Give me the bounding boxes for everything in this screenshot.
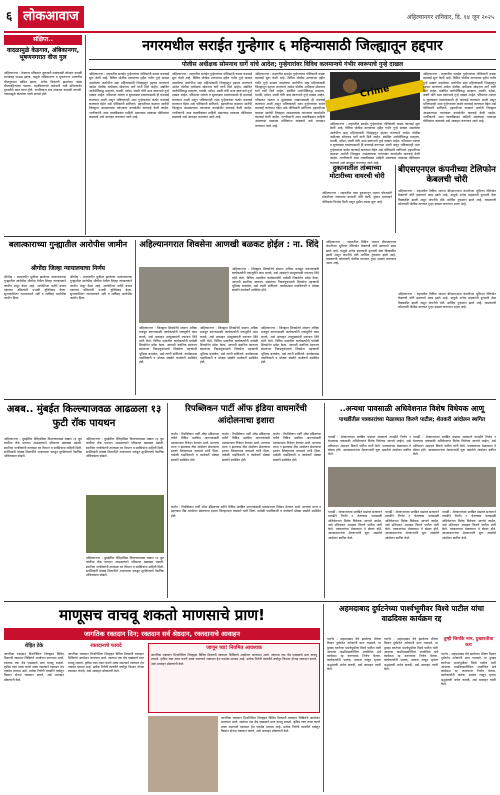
- python-photo: [86, 495, 164, 553]
- raktadan-subhead: रक्तदानाचे फायदे: [90, 643, 122, 649]
- republican-body-3: कर्जत : रिपब्लिकन पार्टी ऑफ इंडियाच्या वतीने विविध प्रलंबित मागण्यांसाठी प्रशासनाला निवेदन देण्यात आले. मागण्या मान्य न झाल्यास तीव्र आंदोलन छेडण्याचा इशारा जिल्हाध्यक्ष वाघमारे यांनी दिला. यावेळी पदाधिकारी व कार्यकर्ते मोठ्या संख्येने उपस्थित होते.: [273, 432, 321, 462]
- masthead: [4, 4, 496, 32]
- col-divider: [322, 240, 323, 396]
- mumbai-body-1: अहिल्यानगर : मुंबईतील ऐतिहासिक किल्ल्याजवळ तब्बल १३ फूट लांबीचा रॉक पायथन आढळल्याने परिसरात खळबळ उडाली. स्थानिक नागरिकांनी तात्काळ वन विभाग व सर्पमित्रांना माहिती दिली. सर्पमित्रांनी मोठ्या शिताफीने अजगराला पकडून सुरक्षितपणे नैसर्गिक अधिवासात सोडले.: [4, 437, 82, 459]
- top-story-body-1: अहिल्यानगर : शहरातील सराईत गुन्हेगारांवर पोलिसांनी कडक कारवाई सुरू केली आहे. विविध पोलीस ठाण्यांच्या हद्दीत गंभीर गुन्हे दाखल असलेल्या आरोपींना सहा महिन्यांसाठी जिल्ह्यातून हद्दपार करण्याचे आदेश पोलीस अधीक्षक सोमनाथ घार्गे यांनी दिले आहेत. संबंधित आरोपींविरुद्ध मारहाण, धमकी, दरोडा, जबरी चोरी अशा स्वरूपाचे गुन्हे दाखल आहेत. परिसरात शांतता व सुव्यवस्था राखण्यासाठी ही कारवाई करण्यात आली असून भविष्यातही अशा गुन्हेगारांवर कठोर कारवाई करण्यात येईल असे पोलिसांनी सांगितले. हद्दपारीच्या काळात आरोपी जिल्ह्यात आढळल्यास त्यांच्यावर कायदेशीर कारवाई केली जाईल. नागरिकांनी अशा व्यक्तींबाबत माहिती असल्यास तात्काळ पोलिसांना कळवावे असे आवाहन करण्यात आले आहे.: [89, 72, 169, 119]
- col-divider: [324, 403, 325, 598]
- masthead-rule: [4, 31, 496, 33]
- section-rule: [4, 601, 496, 602]
- section-rule: [4, 399, 496, 400]
- crime-badge: Crime: [359, 84, 391, 100]
- shivsena-photo: [139, 267, 229, 323]
- ahmedabad-headline: अहमदाबाद दुर्घटनेच्या पार्श्वभूमीवर विश्वे पाटील यांचा वाढदिवस कार्यक्रम रद्द: [339, 604, 484, 623]
- mumbai-headline: अबब.. मुंबईत किल्ल्याजवळ आढळला १३ फुटी रॉक पायथन: [6, 404, 162, 429]
- top-story-body-5: अहिल्यानगर : शहरातील सराईत गुन्हेगारांवर पोलिसांनी कडक कारवाई सुरू केली आहे. विविध पोलीस ठाण्यांच्या हद्दीत गंभीर गुन्हे दाखल असलेल्या आरोपींना सहा महिन्यांसाठी जिल्ह्यातून हद्दपार करण्याचे आदेश पोलीस अधीक्षक सोमनाथ घार्गे यांनी दिले आहेत. संबंधित आरोपींविरुद्ध मारहाण, धमकी, दरोडा, जबरी चोरी अशा स्वरूपाचे गुन्हे दाखल आहेत. परिसरात शांतता व सुव्यवस्था राखण्यासाठी ही कारवाई करण्यात आली असून भविष्यातही अशा गुन्हेगारांवर कठोर कारवाई करण्यात येईल असे पोलिसांनी सांगितले. हद्दपारीच्या काळात आरोपी जिल्ह्यात आढळल्यास त्यांच्यावर कायदेशीर कारवाई केली जाईल. नागरिकांनी अशा व्यक्तींबाबत माहिती असल्यास तात्काळ पोलिसांना कळवावे असे आवाहन करण्यात आले आहे.: [330, 122, 420, 165]
- shivsena-body-1: अहिल्यानगर : जिल्ह्यात शिवसेनेचे संघटन अधिक मजबूत करण्यासाठी कार्यकर्त्यांनी एकजुटीने काम करावे, असे आवाहन उपमुख्यमंत्री एकनाथ शिंदे यांनी केले. विविध पक्षांतील कार्यकर्त्यांनी यावेळी शिवसेनेत प्रवेश केला. आगामी स्थानिक स्वराज्य संस्थांच्या निवडणुकांमध्ये शिवसेना महत्त्वाची भूमिका बजावेल, असे त्यांनी सांगितले. कार्यक्रमास पदाधिकारी व मोठ्या संख्येने कार्यकर्ते उपस्थित होते.: [232, 267, 319, 293]
- col-divider: [135, 240, 136, 395]
- pavsali-body-5: पाथर्डी : शेतकऱ्यांच्या प्रलंबित प्रश्नांवर सरकारने तातडीने निर्णय न घेतल्यास पावसाळी अधिवेशनात विशेष विधेयक आणले जाईल, असे प्रतिपादन आमदार किरणे पाटील यांनी केले. पत्रकारांच्या मेळाव्यात ते बोलत होते. आश्वासनानंतर शेतकऱ्यांनी सुरू असलेले आंदोलन स्थगित केले.: [442, 510, 496, 540]
- col-divider: [167, 403, 168, 598]
- top-story-body-3: अहिल्यानगर : शहरातील सराईत गुन्हेगारांवर पोलिसांनी कडक कारवाई सुरू केली आहे. विविध पोलीस ठाण्यांच्या हद्दीत गंभीर गुन्हे दाखल असलेल्या आरोपींना सहा महिन्यांसाठी जिल्ह्यातून हद्दपार करण्याचे आदेश पोलीस अधीक्षक सोमनाथ घार्गे यांनी दिले आहेत. संबंधित आरोपींविरुद्ध मारहाण, धमकी, दरोडा, जबरी चोरी अशा स्वरूपाचे गुन्हे दाखल आहेत. परिसरात शांतता व सुव्यवस्था राखण्यासाठी ही कारवाई करण्यात आली असून भविष्यातही अशा गुन्हेगारांवर कठोर कारवाई करण्यात येईल असे पोलिसांनी सांगितले. हद्दपारीच्या काळात आरोपी जिल्ह्यात आढळल्यास त्यांच्यावर कायदेशीर कारवाई केली जाईल. नागरिकांनी अशा व्यक्तींबाबत माहिती असल्यास तात्काळ पोलिसांना कळवावे असे आवाहन करण्यात आले आहे.: [255, 72, 326, 128]
- bsnl-body: अहिल्यानगर : शहरातील विविध भागात बीएसएनएल कंपनीच्या भूमिगत टेलिफोन केबलची चोरी झाल्याचे उघड झाले आहे. यामुळे अनेक ग्राहकांची दूरध्वनी सेवा विस्कळीत झाली असून कंपनीचे मोठे आर्थिक नुकसान झाले आहे. याप्रकरणी कोतवाली पोलीस ठाण्यात गुन्हा दाखल करण्यात आला आहे.: [398, 189, 496, 206]
- republican-body-2: कर्जत : रिपब्लिकन पार्टी ऑफ इंडियाच्या वतीने विविध प्रलंबित मागण्यांसाठी प्रशासनाला निवेदन देण्यात आले. मागण्या मान्य न झाल्यास तीव्र आंदोलन छेडण्याचा इशारा जिल्हाध्यक्ष वाघमारे यांनी दिला. यावेळी पदाधिकारी व कार्यकर्ते मोठ्या संख्येने उपस्थित होते.: [222, 432, 270, 462]
- section-rule: [4, 236, 320, 237]
- pavsali-headline: ..अन्यथा पावसाळी अधिवेशनात विशेष विधेयक आणू: [339, 404, 485, 413]
- sankshipt-label: संक्षिप्त..: [4, 35, 82, 45]
- banner-body-2: जागतिक रक्तदान दिनानिमित्त जिल्ह्यात विविध ठिकाणी रक्तदान शिबिरांचे आयोजन करण्यात आले. रक्ताचा एक थेंब एखाद्याचे प्राण वाचवू शकतो. कृत्रिम रक्त तयार करणे शक्य नसल्याने रक्तदान हेच एकमेव माध्यम आहे. प्रत्येक निरोगी व्यक्तीने वर्षातून किमान दोनदा रक्तदान करावे, असे आवाहन डॉक्टरांनी केले.: [68, 652, 144, 674]
- ahmedabad-body-1: पारनेर : अहमदाबाद येथे झालेल्या भीषण विमान दुर्घटनेत अनेकांनी प्राण गमावले. या दुःखद घटनेच्या पार्श्वभूमीवर विश्वे पाटील यांनी आपल्या वाढदिवसानिमित्त आयोजित सर्व कार्यक्रम रद्द करण्याचा निर्णय घेतला. कार्यकर्त्यांनी फलक, सत्कार टाळून मृतांना श्रद्धांजली अर्पण करावी, असे आवाहन त्यांनी केले.: [327, 637, 381, 672]
- sankshipt-body: अहिल्यानगर : केडगाव परिसरात शुक्रवारी सायंकाळी जोरदार वादळी वाऱ्यासह पाऊस झाला. यामुळे अंबिकानगर व भूषणनगर भागातील वीजपुरवठा खंडित झाला. अनेक ठिकाणी झाडांच्या फांद्या वीजवाहिन्यांवर पडल्या. महावितरणचे कर्मचारी रात्री उशिरापर्यंत दुरुस्तीचे काम करत होते. नागरिकांना रात्र अंधारात काढावी लागली. पावसामुळे रस्त्यांवर पाणी साचले होते.: [4, 71, 82, 97]
- balkara-headline: बलात्काराच्या गुन्ह्यातील आरोपीस जामीन: [8, 240, 128, 249]
- pavsali-subhead: पाथर्डीतील पत्रकारांच्या मेळाव्यात किरणे पाटील; शेतकरी आंदोलन स्थगित: [338, 417, 486, 423]
- col-divider: [323, 604, 324, 792]
- top-story-body-4: अहिल्यानगर : शहरातील सराईत गुन्हेगारांवर पोलिसांनी कडक कारवाई सुरू केली आहे. विविध पोलीस ठाण्यांच्या हद्दीत गंभीर गुन्हे दाखल असलेल्या आरोपींना सहा महिन्यांसाठी जिल्ह्यातून हद्दपार करण्याचे आदेश पोलीस अधीक्षक सोमनाथ घार्गे यांनी दिले आहेत. संबंधित आरोपींविरुद्ध मारहाण, धमकी, दरोडा, जबरी चोरी अशा स्वरूपाचे गुन्हे दाखल आहेत. परिसरात शांतता व सुव्यवस्था राखण्यासाठी ही कारवाई करण्यात आली असून भविष्यातही अशा गुन्हेगारांवर कठोर कारवाई करण्यात येईल असे पोलिसांनी सांगितले. हद्दपारीच्या काळात आरोपी जिल्ह्यात आढळल्यास त्यांच्यावर कायदेशीर कारवाई केली जाईल. नागरिकांनी अशा व्यक्तींबाबत माहिती असल्यास तात्काळ पोलिसांना कळवावे असे आवाहन करण्यात आले आहे.: [423, 72, 496, 124]
- pavsali-body-4: पाथर्डी : शेतकऱ्यांच्या प्रलंबित प्रश्नांवर सरकारने तातडीने निर्णय न घेतल्यास पावसाळी अधिवेशनात विशेष विधेयक आणले जाईल, असे प्रतिपादन आमदार किरणे पाटील यांनी केले. पत्रकारांच्या मेळाव्यात ते बोलत होते. आश्वासनानंतर शेतकऱ्यांनी सुरू असलेले आंदोलन स्थगित केले.: [385, 510, 439, 540]
- banner-body-3: जागतिक रक्तदान दिनानिमित्त जिल्ह्यात विविध ठिकाणी रक्तदान शिबिरांचे आयोजन करण्यात आले. रक्ताचा एक थेंब एखाद्याचे प्राण वाचवू शकतो. कृत्रिम रक्त तयार करणे शक्य नसल्याने रक्तदान हेच एकमेव माध्यम आहे. प्रत्येक निरोगी व्यक्तीने वर्षातून किमान दोनदा रक्तदान करावे, असे आवाहन डॉक्टरांनी केले.: [221, 716, 320, 733]
- pavsali-body-3: पाथर्डी : शेतकऱ्यांच्या प्रलंबित प्रश्नांवर सरकारने तातडीने निर्णय न घेतल्यास पावसाळी अधिवेशनात विशेष विधेयक आणले जाईल, असे प्रतिपादन आमदार किरणे पाटील यांनी केले. पत्रकारांच्या मेळाव्यात ते बोलत होते. आश्वासनानंतर शेतकऱ्यांनी सुरू असलेले आंदोलन स्थगित केले.: [328, 510, 382, 540]
- ahmedabad-body-2: पारनेर : अहमदाबाद येथे झालेल्या भीषण विमान दुर्घटनेत अनेकांनी प्राण गमावले. या दुःखद घटनेच्या पार्श्वभूमीवर विश्वे पाटील यांनी आपल्या वाढदिवसानिमित्त आयोजित सर्व कार्यक्रम रद्द करण्याचा निर्णय घेतला. कार्यकर्त्यांनी फलक, सत्कार टाळून मृतांना श्रद्धांजली अर्पण करावी, असे आवाहन त्यांनी केले.: [384, 637, 438, 672]
- mumbai-body-2: अहिल्यानगर : मुंबईतील ऐतिहासिक किल्ल्याजवळ तब्बल १३ फूट लांबीचा रॉक पायथन आढळल्याने परिसरात खळबळ उडाली. स्थानिक नागरिकांनी तात्काळ वन विभाग व सर्पमित्रांना माहिती दिली. सर्पमित्रांनी मोठ्या शिताफीने अजगराला पकडून सुरक्षितपणे नैसर्गिक अधिवासात सोडले.: [86, 437, 164, 459]
- bsnl-headline: बीएसएनएल कंपनीच्या टेलिफोन केबलची चोरी: [398, 165, 496, 185]
- sankshipt-headline: वादळामुळे केडगाव, अंबिकानगर, भूषणनगरात वीज गुल: [6, 47, 80, 61]
- top-story-subhead: पोलीस अधीक्षक सोमनाथ घार्गे यांचे आदेश; गुन्हेगारांवर विविध कलमान्वये गंभीर स्वरूपाचे गुन्हे दाखल: [181, 61, 404, 68]
- col-divider: [85, 35, 86, 235]
- paper-logo: [18, 6, 84, 28]
- blood-donation-photo: [148, 716, 218, 792]
- balkara-body-2: श्रीगोंदा : अल्पवयीन मुलीवर झालेल्या अत्याचाराच्या गुन्ह्यातील आरोपीस श्रीगोंदा येथील जिल्हा न्यायालयाने जामीन मंजूर केला आहे. आरोपीच्या वतीने बचाव पक्षाच्या वकिलांनी प्रभावी युक्तिवाद केला. सुनावणीनंतर न्यायालयाने अटी व शर्तींसह आरोपीस जामीन दिला.: [70, 275, 132, 301]
- republican-headline: रिपब्लिकन पार्टी ऑफ इंडिया वाघमारेंची आंदोलनाचा इशारा: [185, 404, 307, 426]
- republican-body-4: कर्जत : रिपब्लिकन पार्टी ऑफ इंडियाच्या वतीने विविध प्रलंबित मागण्यांसाठी प्रशासनाला निवेदन देण्यात आले. मागण्या मान्य न झाल्यास तीव्र आंदोलन छेडण्याचा इशारा जिल्हाध्यक्ष वाघमारे यांनी दिला. यावेळी पदाधिकारी व कार्यकर्ते मोठ्या संख्येने उपस्थित होते.: [171, 505, 321, 518]
- col-divider: [395, 165, 396, 233]
- pavsali-body-1: पाथर्डी : शेतकऱ्यांच्या प्रलंबित प्रश्नांवर सरकारने तातडीने निर्णय न घेतल्यास पावसाळी अधिवेशनात विशेष विधेयक आणले जाईल, असे प्रतिपादन आमदार किरणे पाटील यांनी केले. पत्रकारांच्या मेळाव्यात ते बोलत होते. आश्वासनानंतर शेतकऱ्यांनी सुरू असलेले आंदोलन स्थगित केले.: [328, 435, 411, 457]
- byline: रोहित टेके: [24, 643, 44, 649]
- page-number: ६: [6, 9, 13, 23]
- balkara-subhead: श्रीगोंदा जिल्हा न्यायालयाचा निर्णय: [30, 265, 106, 272]
- shivsena-body-2: अहिल्यानगर : जिल्ह्यात शिवसेनेचे संघटन अधिक मजबूत करण्यासाठी कार्यकर्त्यांनी एकजुटीने काम करावे, असे आवाहन उपमुख्यमंत्री एकनाथ शिंदे यांनी केले. विविध पक्षांतील कार्यकर्त्यांनी यावेळी शिवसेनेत प्रवेश केला. आगामी स्थानिक स्वराज्य संस्थांच्या निवडणुकांमध्ये शिवसेना महत्त्वाची भूमिका बजावेल, असे त्यांनी सांगितले. कार्यक्रमास पदाधिकारी व मोठ्या संख्येने कार्यकर्ते उपस्थित होते.: [139, 326, 197, 365]
- banner-headline: माणूसच वाचवू शकतो माणसाचे प्राण!: [59, 606, 265, 624]
- panduranga-subhead: तुम्ही जितकि नाम, दुखापतीचा करा: [443, 637, 494, 648]
- bsnl-body-cont-2: अहिल्यानगर : शहरातील विविध भागात बीएसएनएल कंपनीच्या भूमिगत टेलिफोन केबलची चोरी झाल्याचे उघड झाले आहे. यामुळे अनेक ग्राहकांची दूरध्वनी सेवा विस्कळीत झाली असून कंपनीचे मोठे आर्थिक नुकसान झाले आहे. याप्रकरणी कोतवाली पोलीस ठाण्यात गुन्हा दाखल करण्यात आला आहे.: [398, 292, 496, 309]
- shivsena-body-4: अहिल्यानगर : जिल्ह्यात शिवसेनेचे संघटन अधिक मजबूत करण्यासाठी कार्यकर्त्यांनी एकजुटीने काम करावे, असे आवाहन उपमुख्यमंत्री एकनाथ शिंदे यांनी केले. विविध पक्षांतील कार्यकर्त्यांनी यावेळी शिवसेनेत प्रवेश केला. आगामी स्थानिक स्वराज्य संस्थांच्या निवडणुकांमध्ये शिवसेना महत्त्वाची भूमिका बजावेल, असे त्यांनी सांगितले. कार्यक्रमास पदाधिकारी व मोठ्या संख्येने कार्यकर्ते उपस्थित होते.: [261, 326, 319, 365]
- ahmedabad-body-3: पारनेर : अहमदाबाद येथे झालेल्या भीषण विमान दुर्घटनेत अनेकांनी प्राण गमावले. या दुःखद घटनेच्या पार्श्वभूमीवर विश्वे पाटील यांनी आपल्या वाढदिवसानिमित्त आयोजित सर्व कार्यक्रम रद्द करण्याचा निर्णय घेतला. कार्यकर्त्यांनी फलक, सत्कार टाळून मृतांना श्रद्धांजली अर्पण करावी, असे आवाहन त्यांनी केले.: [441, 652, 496, 687]
- balkara-body-1: श्रीगोंदा : अल्पवयीन मुलीवर झालेल्या अत्याचाराच्या गुन्ह्यातील आरोपीस श्रीगोंदा येथील जिल्हा न्यायालयाने जामीन मंजूर केला आहे. आरोपीच्या वतीने बचाव पक्षाच्या वकिलांनी प्रभावी युक्तिवाद केला. सुनावणीनंतर न्यायालयाने अटी व शर्तींसह आरोपीस जामीन दिला.: [4, 275, 66, 301]
- banner-body-1: जागतिक रक्तदान दिनानिमित्त जिल्ह्यात विविध ठिकाणी रक्तदान शिबिरांचे आयोजन करण्यात आले. रक्ताचा एक थेंब एखाद्याचे प्राण वाचवू शकतो. कृत्रिम रक्त तयार करणे शक्य नसल्याने रक्तदान हेच एकमेव माध्यम आहे. प्रत्येक निरोगी व्यक्तीने वर्षातून किमान दोनदा रक्तदान करावे, असे आवाहन डॉक्टरांनी केले.: [4, 652, 64, 682]
- dateline: अहिल्यानगर शनिवार, दि. १४ जून २०२५: [406, 14, 494, 21]
- dukan-body: अहिल्यानगर : शहरातील एका दुकानातून अज्ञात चोरट्यांनी मोटारीच्या तांब्याच्या वायरची चोरी केली. दुकान मालकाने पोलिसांत फिर्याद दिली असून पुढील तपास सुरू आहे.: [322, 191, 392, 204]
- top-story-subhead-bar: [89, 59, 496, 70]
- blood-info-box: [148, 643, 320, 713]
- bsnl-body-cont: अहिल्यानगर : शहरातील विविध भागात बीएसएनएल कंपनीच्या भूमिगत टेलिफोन केबलची चोरी झाल्याचे उघड झाले आहे. यामुळे अनेक ग्राहकांची दूरध्वनी सेवा विस्कळीत झाली असून कंपनीचे मोठे आर्थिक नुकसान झाले आहे. याप्रकरणी कोतवाली पोलीस ठाण्यात गुन्हा दाखल करण्यात आला आहे.: [326, 240, 396, 266]
- dukan-headline: दुकानातील तांब्याच्या मोटारीच्या वायरची चोरी: [329, 164, 385, 180]
- banner-subhead-bar: [4, 628, 320, 640]
- shivsena-headline: अहिल्यानगरात शिवसेना आणखी बळकट होईल : ना. शिंदे: [139, 240, 319, 250]
- crime-image: [330, 72, 420, 120]
- garaj-subhead: जाणून घ्या! नियमित आवश्यक: [206, 645, 262, 651]
- top-story-body-2: अहिल्यानगर : शहरातील सराईत गुन्हेगारांवर पोलिसांनी कडक कारवाई सुरू केली आहे. विविध पोलीस ठाण्यांच्या हद्दीत गंभीर गुन्हे दाखल असलेल्या आरोपींना सहा महिन्यांसाठी जिल्ह्यातून हद्दपार करण्याचे आदेश पोलीस अधीक्षक सोमनाथ घार्गे यांनी दिले आहेत. संबंधित आरोपींविरुद्ध मारहाण, धमकी, दरोडा, जबरी चोरी अशा स्वरूपाचे गुन्हे दाखल आहेत. परिसरात शांतता व सुव्यवस्था राखण्यासाठी ही कारवाई करण्यात आली असून भविष्यातही अशा गुन्हेगारांवर कठोर कारवाई करण्यात येईल असे पोलिसांनी सांगितले. हद्दपारीच्या काळात आरोपी जिल्ह्यात आढळल्यास त्यांच्यावर कायदेशीर कारवाई केली जाईल. नागरिकांनी अशा व्यक्तींबाबत माहिती असल्यास तात्काळ पोलिसांना कळवावे असे आवाहन करण्यात आले आहे.: [172, 72, 252, 119]
- paper-name: लोकआवाज: [23, 9, 79, 24]
- top-story-headline: नगरमधील सराईत गुन्हेगार ६ महिन्यासाठी जिल्ह्यातून हद्दपार: [142, 38, 443, 54]
- republican-body-1: कर्जत : रिपब्लिकन पार्टी ऑफ इंडियाच्या वतीने विविध प्रलंबित मागण्यांसाठी प्रशासनाला निवेदन देण्यात आले. मागण्या मान्य न झाल्यास तीव्र आंदोलन छेडण्याचा इशारा जिल्हाध्यक्ष वाघमारे यांनी दिला. यावेळी पदाधिकारी व कार्यकर्ते मोठ्या संख्येने उपस्थित होते.: [171, 432, 219, 462]
- shivsena-body-3: अहिल्यानगर : जिल्ह्यात शिवसेनेचे संघटन अधिक मजबूत करण्यासाठी कार्यकर्त्यांनी एकजुटीने काम करावे, असे आवाहन उपमुख्यमंत्री एकनाथ शिंदे यांनी केले. विविध पक्षांतील कार्यकर्त्यांनी यावेळी शिवसेनेत प्रवेश केला. आगामी स्थानिक स्वराज्य संस्थांच्या निवडणुकांमध्ये शिवसेना महत्त्वाची भूमिका बजावेल, असे त्यांनी सांगितले. कार्यक्रमास पदाधिकारी व मोठ्या संख्येने कार्यकर्ते उपस्थित होते.: [200, 326, 258, 365]
- pavsali-photo: [328, 467, 496, 507]
- mumbai-body-3: अहिल्यानगर : मुंबईतील ऐतिहासिक किल्ल्याजवळ तब्बल १३ फूट लांबीचा रॉक पायथन आढळल्याने परिसरात खळबळ उडाली. स्थानिक नागरिकांनी तात्काळ वन विभाग व सर्पमित्रांना माहिती दिली. सर्पमित्रांनी मोठ्या शिताफीने अजगराला पकडून सुरक्षितपणे नैसर्गिक अधिवासात सोडले.: [86, 556, 164, 578]
- pavsali-body-2: पाथर्डी : शेतकऱ्यांच्या प्रलंबित प्रश्नांवर सरकारने तातडीने निर्णय न घेतल्यास पावसाळी अधिवेशनात विशेष विधेयक आणले जाईल, असे प्रतिपादन आमदार किरणे पाटील यांनी केले. पत्रकारांच्या मेळाव्यात ते बोलत होते. आश्वासनानंतर शेतकऱ्यांनी सुरू असलेले आंदोलन स्थगित केले.: [413, 435, 496, 457]
- blood-info-text: जागतिक रक्तदान दिनानिमित्त जिल्ह्यात विविध ठिकाणी रक्तदान शिबिरांचे आयोजन करण्यात आले. रक्ताचा एक थेंब एखाद्याचे प्राण वाचवू शकतो. कृत्रिम रक्त तयार करणे शक्य नसल्याने रक्तदान हेच एकमेव माध्यम आहे. प्रत्येक निरोगी व्यक्तीने वर्षातून किमान दोनदा रक्तदान करावे, असे आवाहन डॉक्टरांनी केले.: [151, 653, 317, 666]
- banner-subhead: जागतिक रक्तदान दिन; रक्तदान सर्व श्रेष्ठदान, रक्तदानाचे आवाहन: [84, 630, 240, 638]
